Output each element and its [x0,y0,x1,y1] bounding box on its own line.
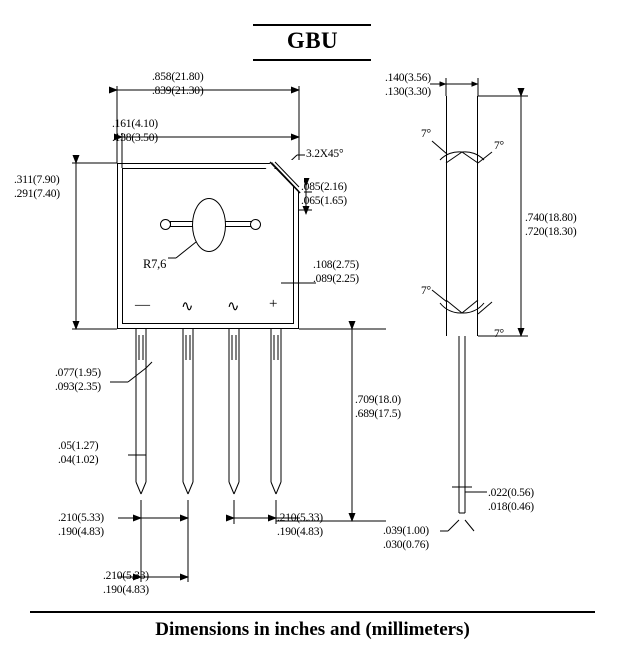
dim-overall-width [152,70,203,98]
dim-pin-pitch-left [58,511,104,539]
dim-lead-length-max: .709(18.0) [355,394,401,406]
dim-lead-thickness-min: .093(2.35) [55,381,101,393]
dim-body-height-left [14,173,60,201]
chamfer-mask [262,160,304,200]
radius-note: R7,6 [143,257,167,271]
dim-lead-spacing-right [313,258,359,286]
dim-lead-width-side-max: .039(1.00) [383,525,429,537]
page-title: GBU [286,28,339,53]
dim-body-height-left-max: .311(7.90) [14,174,60,186]
dim-body-height-side-max: .740(18.80) [525,212,577,224]
dim-notch-width-max: .161(4.10) [112,118,158,130]
footer-caption: Dimensions in inches and (millimeters) [155,619,470,640]
mounting-slug-oval [192,198,226,252]
dim-overall-width-min: .839(21.30) [152,85,204,97]
polarity-mark-3: ∿ [227,299,240,315]
dim-lead-thickness [55,366,101,394]
dim-lead-length-min: .689(17.5) [355,408,401,420]
dim-pin-pitch-right-min: .190(4.83) [277,526,323,538]
mounting-hole-left [160,219,171,230]
dim-lead-tip-width-min: .04(1.02) [58,454,99,466]
angle-top-right: 7° [494,140,504,152]
dim-body-thickness-min: .130(3.30) [385,86,431,98]
dim-body-thickness [385,71,431,99]
dim-pin-pitch-center-min: .190(4.83) [103,584,149,596]
dim-pin-pitch-center-max: .210(5.33) [103,570,149,582]
dim-lead-width-side-min: .030(0.76) [383,539,429,551]
footer-rule [30,611,595,613]
dim-lead-spacing-right-max: .108(2.75) [313,259,359,271]
dim-lead-length [355,393,401,421]
dim-chamfer-face-max: .085(2.16) [301,181,347,193]
dim-lead-tip-width [58,439,98,467]
chamfer-note: 3.2X45° [306,148,344,160]
polarity-mark-4: + [269,296,278,312]
dim-notch-width [112,117,158,145]
dim-body-thickness-max: .140(3.56) [385,72,431,84]
dim-lead-thickness-side-max: .022(0.56) [488,487,534,499]
dim-lead-spacing-right-min: .089(2.25) [313,273,359,285]
dim-pin-pitch-center [103,569,149,597]
dim-pin-pitch-left-min: .190(4.83) [58,526,104,538]
dim-pin-pitch-right [277,511,323,539]
dim-lead-width-side [383,524,429,552]
dim-body-height-side-min: .720(18.30) [525,226,577,238]
polarity-mark-2: ∿ [181,299,194,315]
dim-lead-thickness-side-min: .018(0.46) [488,501,534,513]
dim-notch-width-min: .138(3.50) [112,132,158,144]
angle-bottom-left: 7° [421,285,431,297]
dim-lead-tip-width-max: .05(1.27) [58,440,99,452]
side-view-left-edge [446,96,447,336]
dim-chamfer-face [301,180,347,208]
title-rule-top [253,24,371,26]
dim-body-height-side [525,211,576,239]
dim-overall-width-max: .858(21.80) [152,71,204,83]
angle-top-left: 7° [421,128,431,140]
dim-pin-pitch-left-max: .210(5.33) [58,512,104,524]
polarity-mark-1: — [135,297,150,313]
dim-pin-pitch-right-max: .210(5.33) [277,512,323,524]
mounting-hole-right [250,219,261,230]
angle-bottom-right: 7° [494,328,504,340]
dim-body-height-left-min: .291(7.40) [14,188,60,200]
dim-lead-thickness-max: .077(1.95) [55,367,101,379]
dim-lead-thickness-side [488,486,534,514]
title-rule-bottom [253,59,371,61]
side-view-right-edge [477,96,478,336]
dim-chamfer-face-min: .065(1.65) [301,195,347,207]
